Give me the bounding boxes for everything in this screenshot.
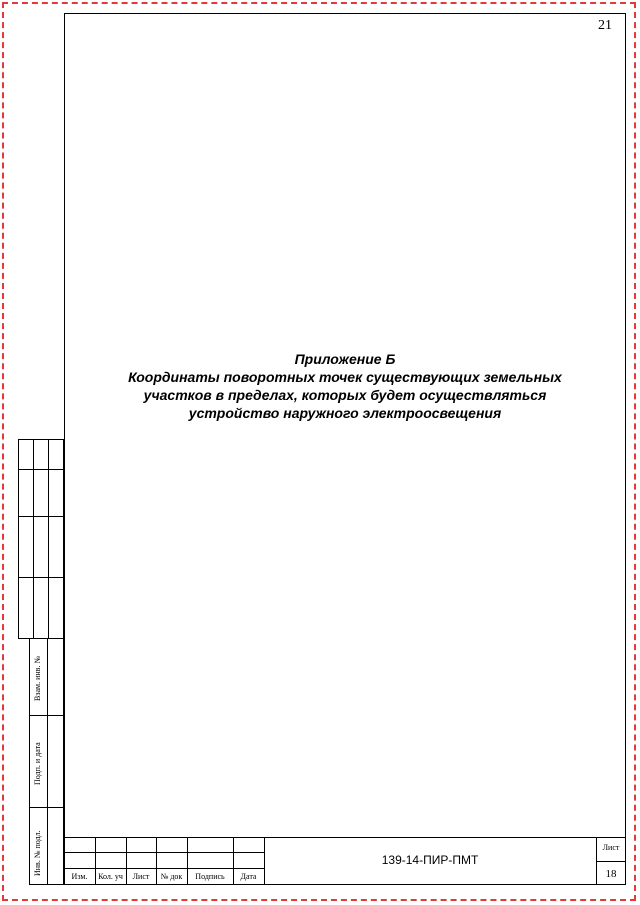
appendix-subtitle-line-3: устройство наружного электроосвещения bbox=[188, 405, 502, 421]
appendix-title: Приложение Б bbox=[294, 351, 396, 367]
stamp-cell bbox=[48, 439, 64, 470]
label-vzam-inv: Взам. инв. № bbox=[33, 655, 42, 701]
label-inv-podl: Инв. № подл. bbox=[33, 830, 42, 876]
stamp-cell bbox=[18, 439, 34, 470]
col-izm: Изм. bbox=[71, 872, 88, 881]
stamp-cell bbox=[33, 439, 49, 470]
stamp-cell bbox=[18, 577, 34, 639]
col-podpis: Подпись bbox=[195, 872, 225, 881]
stamp-cell bbox=[47, 715, 64, 808]
appendix-subtitle-line-1: Координаты поворотных точек существующих земельных bbox=[128, 369, 562, 385]
col-n-dok: № док bbox=[160, 872, 183, 881]
label-podp-data: Подп. и дата bbox=[33, 742, 42, 785]
title-block bbox=[64, 837, 626, 885]
sheet-number: 18 bbox=[605, 868, 617, 880]
side-stamp bbox=[18, 439, 64, 885]
drawing-frame bbox=[64, 13, 626, 885]
stamp-cell bbox=[33, 577, 49, 639]
stamp-cell bbox=[33, 469, 49, 517]
col-list: Лист bbox=[132, 872, 150, 881]
stamp-cell bbox=[48, 469, 64, 517]
stamp-cell bbox=[33, 516, 49, 578]
appendix-heading bbox=[64, 350, 626, 422]
stamp-cell bbox=[18, 469, 34, 517]
document-code: 139-14-ПИР-ПМТ bbox=[381, 853, 479, 867]
stamp-cell bbox=[48, 516, 64, 578]
col-kol-uch: Кол. уч bbox=[98, 872, 123, 881]
col-data: Дата bbox=[240, 872, 257, 881]
stamp-cell bbox=[48, 577, 64, 639]
stamp-cell bbox=[18, 516, 34, 578]
sheet-caption: Лист bbox=[602, 843, 620, 852]
stamp-cell bbox=[47, 807, 64, 885]
appendix-subtitle-line-2: участков в пределах, которых будет осуществляться bbox=[143, 387, 547, 403]
stamp-cell bbox=[47, 638, 64, 716]
page-number: 21 bbox=[598, 18, 612, 33]
